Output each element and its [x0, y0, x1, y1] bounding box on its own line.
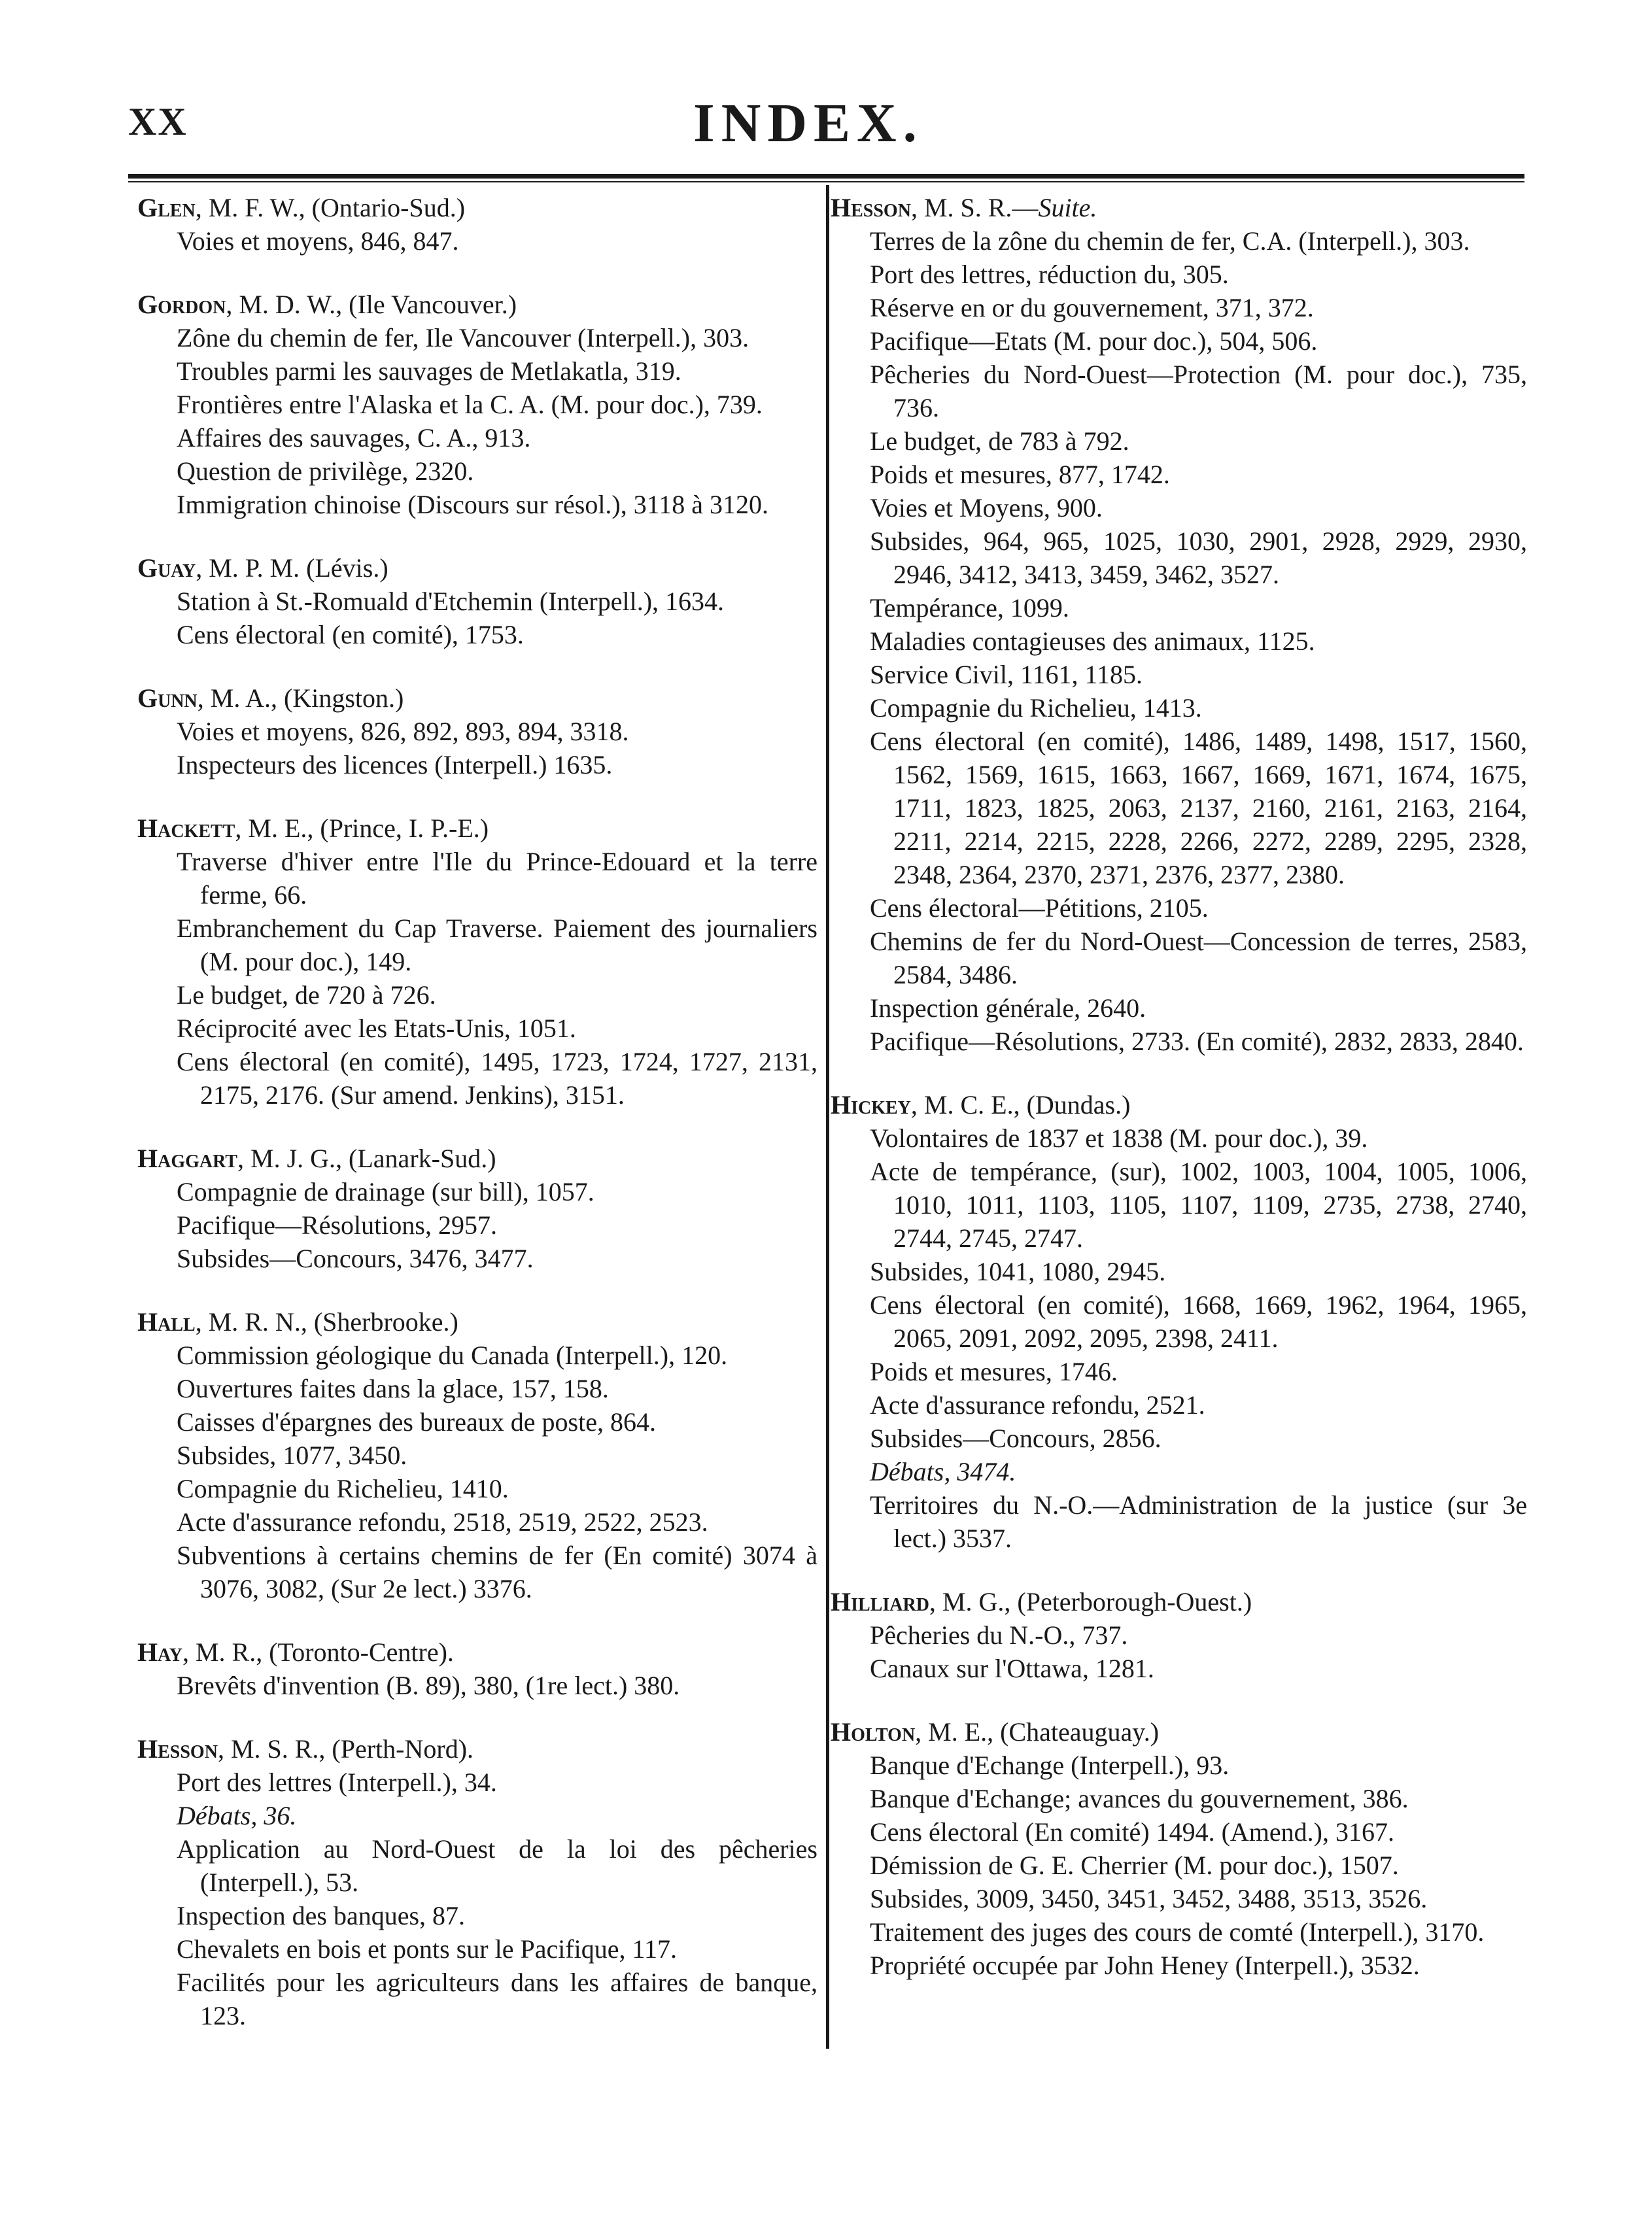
entry-reference: Subsides, 964, 965, 1025, 1030, 2901, 2928, 2929, 2930, 2946, 3412, 3413, 3459, 3462, 3527. [870, 526, 1527, 589]
entry-reference: Pêcheries du Nord-Ouest—Protection (M. pour doc.), 735, 736. [870, 360, 1527, 422]
entry-reference: Caisses d'épargnes des bureaux de poste, 864. [177, 1407, 656, 1437]
member-name: Haggart [137, 1144, 238, 1173]
entry-reference: Poids et mesures, 1746. [870, 1357, 1118, 1386]
member-constituency: , M. E., (Prince, I. P.-E.) [235, 813, 489, 843]
entry-reference: Pêcheries du N.-O., 737. [870, 1620, 1128, 1650]
entry-reference: Application au Nord-Ouest de la loi des pêcheries (Interpell.), 53. [177, 1834, 817, 1897]
entry-heading [137, 191, 817, 224]
entry-reference: Compagnie du Richelieu, 1413. [870, 693, 1202, 723]
entry-reference: Brevêts d'invention (B. 89), 380, (1re lect.) 380. [177, 1671, 680, 1700]
member-name: Hickey [831, 1090, 911, 1120]
member-name: Hilliard [831, 1587, 929, 1616]
entry-heading [137, 551, 817, 585]
index-entry [137, 1635, 817, 1702]
member-name: Hesson [831, 193, 911, 222]
member-constituency: , M. J. G., (Lanark-Sud.) [237, 1144, 496, 1173]
entry-reference: Facilités pour les agriculteurs dans les affaires de banque, 123. [177, 1968, 817, 2030]
entry-reference: Débats, 3474. [870, 1457, 1016, 1486]
header-rule [128, 174, 1524, 179]
entry-reference: Cens électoral (en comité), 1668, 1669, 1962, 1964, 1965, 2065, 2091, 2092, 2095, 2398, 2411. [870, 1290, 1527, 1353]
entry-reference: Commission géologique du Canada (Interpell.), 120. [177, 1341, 728, 1370]
member-constituency: , M. A., (Kingston.) [197, 683, 404, 713]
member-constituency: , M. G., (Peterborough-Ouest.) [929, 1587, 1252, 1616]
entry-reference: Voies et Moyens, 900. [870, 493, 1103, 522]
entry-reference: Subsides, 1077, 3450. [177, 1441, 407, 1470]
entry-heading [137, 1635, 817, 1669]
entry-reference: Démission de G. E. Cherrier (M. pour doc.), 1507. [870, 1851, 1399, 1880]
entry-reference: Port des lettres, réduction du, 305. [870, 260, 1229, 289]
index-entry [137, 681, 817, 781]
entry-reference: Cens électoral—Pétitions, 2105. [870, 893, 1209, 923]
entry-heading [137, 288, 817, 321]
entry-reference: Chemins de fer du Nord-Ouest—Concession de terres, 2583, 2584, 3486. [870, 927, 1527, 989]
index-entry [137, 1732, 817, 2032]
entry-reference: Banque d'Echange; avances du gouvernement, 386. [870, 1784, 1409, 1813]
entry-reference: Acte d'assurance refondu, 2521. [870, 1390, 1205, 1420]
entry-reference: Pacifique—Résolutions, 2733. (En comité), 2832, 2833, 2840. [870, 1027, 1524, 1056]
entry-reference: Inspection des banques, 87. [177, 1901, 466, 1930]
entry-reference: Inspection générale, 2640. [870, 993, 1146, 1023]
entry-reference: Station à St.-Romuald d'Etchemin (Interpell.), 1634. [177, 587, 725, 616]
entry-reference: Volontaires de 1837 et 1838 (M. pour doc.), 39. [870, 1123, 1368, 1153]
entry-reference: Banque d'Echange (Interpell.), 93. [870, 1751, 1230, 1780]
member-name: Holton [831, 1717, 916, 1747]
index-entry [137, 551, 817, 651]
continued-label: Suite. [1038, 193, 1097, 222]
index-entry [831, 191, 1527, 1058]
entry-reference: Cens électoral (En comité) 1494. (Amend.), 3167. [870, 1817, 1394, 1847]
entry-heading [831, 1088, 1527, 1121]
entry-reference: Voies et moyens, 826, 892, 893, 894, 3318. [177, 717, 629, 746]
member-constituency: , M. S. R.— [910, 193, 1039, 222]
member-constituency: , M. S. R., (Perth-Nord). [217, 1734, 474, 1764]
entry-reference: Propriété occupée par John Heney (Interpell.), 3532. [870, 1951, 1420, 1980]
entry-reference: Acte de tempérance, (sur), 1002, 1003, 1004, 1005, 1006, 1010, 1011, 1103, 1105, 1107, 1109, 2735, 2738, 2740, 2744, 2745, 2747. [870, 1157, 1527, 1253]
entry-reference: Terres de la zône du chemin de fer, C.A. (Interpell.), 303. [870, 226, 1470, 256]
entry-reference: Poids et mesures, 877, 1742. [870, 460, 1170, 489]
index-entry [137, 1305, 817, 1605]
member-constituency: , M. D. W., (Ile Vancouver.) [226, 290, 517, 319]
entry-heading [831, 1715, 1527, 1749]
page-title: INDEX. [693, 93, 923, 154]
entry-reference: Embranchement du Cap Traverse. Paiement des journaliers (M. pour doc.), 149. [177, 914, 817, 976]
entry-reference: Réserve en or du gouvernement, 371, 372. [870, 293, 1314, 322]
member-constituency: , M. P. M. (Lévis.) [196, 553, 388, 583]
entry-reference: Traverse d'hiver entre l'Ile du Prince-Edouard et la terre ferme, 66. [177, 847, 817, 910]
header-rule-thin [128, 181, 1524, 182]
column-divider [826, 185, 829, 2049]
member-name: Hackett [137, 813, 235, 843]
entry-reference: Subsides—Concours, 2856. [870, 1424, 1162, 1453]
index-entry [137, 812, 817, 1112]
entry-reference: Ouvertures faites dans la glace, 157, 158. [177, 1374, 609, 1403]
entry-reference: Le budget, de 720 à 726. [177, 980, 436, 1010]
entry-reference: Acte d'assurance refondu, 2518, 2519, 2522, 2523. [177, 1507, 708, 1537]
entry-reference: Compagnie de drainage (sur bill), 1057. [177, 1177, 594, 1206]
index-entry [137, 288, 817, 521]
index-entry [831, 1585, 1527, 1685]
entry-reference: Territoires du N.-O.—Administration de la justice (sur 3e lect.) 3537. [870, 1490, 1527, 1553]
entry-reference: Service Civil, 1161, 1185. [870, 660, 1143, 689]
entry-reference: Réciprocité avec les Etats-Unis, 1051. [177, 1014, 576, 1043]
index-column-left [137, 191, 817, 2062]
entry-reference: Subsides, 1041, 1080, 2945. [870, 1257, 1166, 1286]
member-name: Hesson [137, 1734, 218, 1764]
entry-heading [137, 681, 817, 715]
entry-reference: Chevalets en bois et ponts sur le Pacifique, 117. [177, 1934, 678, 1964]
entry-reference: Subsides—Concours, 3476, 3477. [177, 1244, 534, 1273]
member-name: Hay [137, 1637, 182, 1667]
entry-reference: Affaires des sauvages, C. A., 913. [177, 423, 531, 453]
page-number: XX [128, 100, 188, 143]
member-name: Guay [137, 553, 196, 583]
entry-reference: Frontières entre l'Alaska et la C. A. (M. pour doc.), 739. [177, 390, 763, 419]
entry-reference: Troubles parmi les sauvages de Metlakatla, 319. [177, 356, 681, 386]
member-constituency: , M. R., (Toronto-Centre). [182, 1637, 454, 1667]
entry-reference: Maladies contagieuses des animaux, 1125. [870, 626, 1315, 656]
entry-reference: Cens électoral (en comité), 1753. [177, 620, 524, 649]
member-constituency: , M. C. E., (Dundas.) [910, 1090, 1131, 1120]
entry-reference: Immigration chinoise (Discours sur résol.), 3118 à 3120. [177, 490, 769, 519]
entry-heading [831, 1585, 1527, 1618]
entry-reference: Canaux sur l'Ottawa, 1281. [870, 1654, 1154, 1683]
entry-reference: Question de privilège, 2320. [177, 456, 474, 486]
entry-reference: Inspecteurs des licences (Interpell.) 1635. [177, 750, 613, 779]
entry-reference: Voies et moyens, 846, 847. [177, 226, 459, 256]
member-constituency: , M. R. N., (Sherbrooke.) [195, 1307, 458, 1337]
member-name: Hall [137, 1307, 196, 1337]
entry-reference: Zône du chemin de fer, Ile Vancouver (Interpell.), 303. [177, 323, 749, 352]
entry-reference: Débats, 36. [177, 1801, 297, 1830]
entry-reference: Compagnie du Richelieu, 1410. [177, 1474, 509, 1503]
entry-reference: Le budget, de 783 à 792. [870, 426, 1129, 456]
entry-reference: Subsides, 3009, 3450, 3451, 3452, 3488, 3513, 3526. [870, 1884, 1428, 1913]
index-entry [137, 1142, 817, 1275]
index-entry [137, 191, 817, 258]
entry-reference: Pacifique—Etats (M. pour doc.), 504, 506. [870, 326, 1318, 356]
member-name: Glen [137, 193, 196, 222]
member-name: Gunn [137, 683, 198, 713]
entry-reference: Cens électoral (en comité), 1495, 1723, 1724, 1727, 2131, 2175, 2176. (Sur amend. Jenkins), 3151. [177, 1047, 817, 1110]
member-constituency: , M. F. W., (Ontario-Sud.) [195, 193, 466, 222]
entry-reference: Cens électoral (en comité), 1486, 1489, 1498, 1517, 1560, 1562, 1569, 1615, 1663, 1667, 1669, 1671, 1674, 1675, 1711, 1823, 1825, 2063, 2137, 2160, 2161, 2163, 2164, 2211, 2214, 2215, 2228, 2266, 2272, 2289, 2295, 2328, 2348, 2364, 2370, 2371, 2376, 2377, 2380. [870, 726, 1527, 889]
entry-reference: Tempérance, 1099. [870, 593, 1069, 623]
member-name: Gordon [137, 290, 226, 319]
index-column-right [831, 191, 1527, 2012]
entry-reference: Port des lettres (Interpell.), 34. [177, 1768, 497, 1797]
entry-reference: Traitement des juges des cours de comté (Interpell.), 3170. [870, 1917, 1485, 1947]
entry-heading [137, 1732, 817, 1766]
entry-reference: Pacifique—Résolutions, 2957. [177, 1210, 497, 1240]
index-entry [831, 1088, 1527, 1555]
entry-heading [137, 1305, 817, 1339]
member-constituency: , M. E., (Chateauguay.) [915, 1717, 1160, 1747]
entry-heading [137, 812, 817, 845]
entry-reference: Subventions à certains chemins de fer (En comité) 3074 à 3076, 3082, (Sur 2e lect.) 3376. [177, 1541, 817, 1603]
entry-heading [831, 191, 1527, 224]
index-entry [831, 1715, 1527, 1982]
entry-heading [137, 1142, 817, 1175]
